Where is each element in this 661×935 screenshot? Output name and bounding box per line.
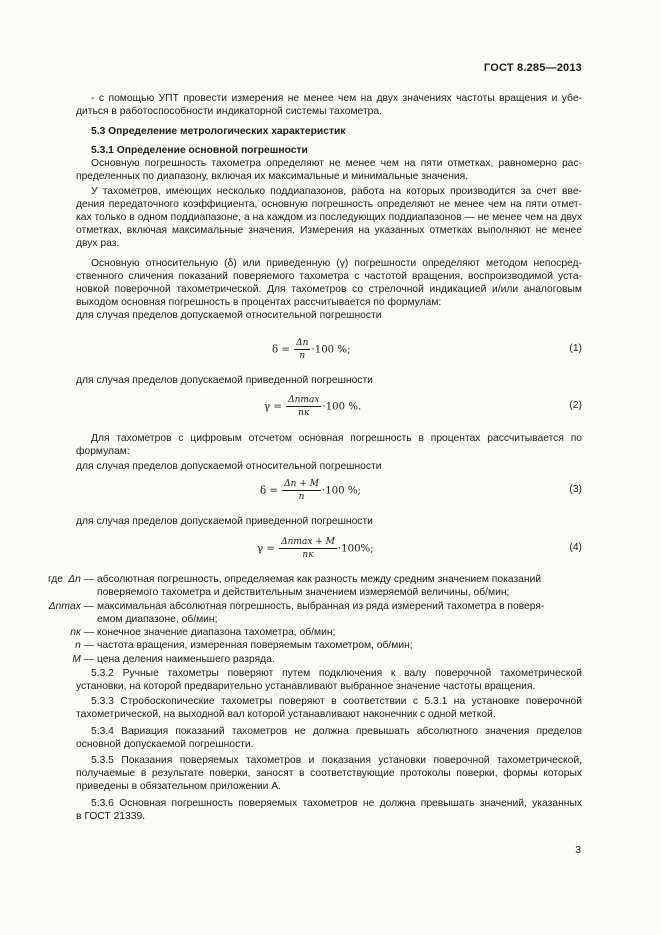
paragraph-line: 5.3.2 Ручные тахометры поверяют путем подключения к валу поверочной тахометрической bbox=[91, 668, 582, 679]
paragraph-line: тахометрической, на выходной вал которой устанавливают наконечник с одной меткой. bbox=[76, 709, 496, 720]
formula-denominator: n bbox=[298, 492, 305, 502]
where-word: где bbox=[48, 574, 64, 585]
paragraph-line: 5.3.4 Вариация показаний тахометров не должна превышать абсолютного значения пределов bbox=[91, 726, 582, 737]
formula-3 bbox=[260, 479, 361, 502]
definition-text: абсолютная погрешность, определяемая как разность между средним значением показаний bbox=[97, 574, 542, 585]
formula-1 bbox=[272, 338, 351, 361]
paragraph-line: ственного сличения показаний поверяемого тахометра с частотой вращения, воспроизводимой уста- bbox=[76, 271, 582, 282]
formula-numerator: Δnmax bbox=[288, 395, 320, 405]
paragraph-line: новкой поверочной тахометрической. Для тахометров со стрелочной индикацией и/или аналоговым bbox=[76, 284, 582, 295]
formula-number: (1) bbox=[569, 343, 582, 354]
definition-text: цена деления наименьшего разряда. bbox=[97, 654, 275, 665]
paragraph-line: двух раз. bbox=[76, 238, 120, 249]
formula-number: (2) bbox=[569, 400, 582, 411]
paragraph-line: У тахометров, имеющих несколько поддиапазонов, работа на которых производится за счет вве- bbox=[91, 186, 582, 197]
definition-text: емом диапазоне, об/мин; bbox=[97, 614, 218, 625]
paragraph-line: 5.3.3 Стробоскопические тахометры поверяют в соответствии с 5.3.1 на установке поверочной bbox=[91, 696, 582, 707]
paragraph-line: приведены в обязательном приложении А. bbox=[76, 781, 282, 792]
definition-symbol: Δn — bbox=[68, 574, 94, 585]
page-number: 3 bbox=[575, 845, 581, 856]
case-relative-label: для случая пределов допускаемой относительной погрешности bbox=[76, 461, 382, 472]
formula-rhs: ·100%; bbox=[337, 543, 374, 555]
paragraph-line: 5.3.6 Основная погрешность поверяемых тахометров не должна превышать значений, указанных bbox=[91, 798, 582, 809]
definition-symbol: Δnmax — bbox=[48, 601, 94, 612]
paragraph-line: получаемые в результате поверки, заносят в соответствующие протоколы поверки, формы которых bbox=[76, 768, 582, 779]
intro-line-2: диться в работоспособности индикаторной системы тахометра. bbox=[76, 106, 382, 117]
document-header: ГОСТ 8.285—2013 bbox=[483, 62, 582, 74]
formula-denominator: n bbox=[299, 351, 306, 361]
formula-4 bbox=[257, 537, 374, 560]
paragraph-line: пределенных по диапазону, включая их максимальные и минимальные значения. bbox=[76, 171, 469, 182]
formula-lhs: δ = bbox=[260, 485, 278, 497]
intro-line-1: - с помощью УПТ провести измерения не менее чем на двух значениях частоты вращения и убе- bbox=[91, 93, 582, 104]
formula-number: (4) bbox=[569, 542, 582, 553]
formula-numerator: Δn bbox=[296, 338, 309, 348]
definition-text: поверяемого тахометра и действительным значением измеряемой величины, об/мин; bbox=[97, 587, 510, 598]
formula-numerator: Δnmax + M bbox=[281, 537, 335, 547]
formula-number: (3) bbox=[569, 484, 582, 495]
paragraph-line: формулам: bbox=[76, 446, 130, 457]
case-reduced-label: для случая пределов допускаемой приведенной погрешности bbox=[76, 516, 373, 527]
paragraph-line: выходом основная погрешность в процентах рассчитывается по формулам: bbox=[76, 297, 442, 308]
formula-rhs: ·100 %; bbox=[321, 485, 361, 497]
definition-symbol: M — bbox=[72, 654, 94, 665]
definition-text: частота вращения, измеренная поверяемым тахометром, об/мин; bbox=[97, 640, 413, 651]
case-relative-label: для случая пределов допускаемой относительной погрешности bbox=[76, 310, 382, 321]
paragraph-line: отметках, включая максимальные значения. Измерения на указанных отметках выполняют не менее bbox=[76, 225, 582, 236]
paragraph-line: Для тахометров с цифровым отсчетом основная погрешность в процентах рассчитывается по bbox=[91, 433, 582, 444]
definition-text: максимальная абсолютная погрешность, выбранная из ряда измерений тахометра в поверя- bbox=[97, 601, 545, 612]
definition-symbol: nк — bbox=[70, 627, 94, 638]
formula-rhs: ·100 %. bbox=[322, 401, 362, 413]
formula-numerator: Δn + M bbox=[284, 479, 319, 489]
paragraph-line: ках только в одном поддиапазоне, а на каждом из последующих поддиапазонов — не менее чем на двух bbox=[76, 212, 582, 223]
definition-text: конечное значение диапазона тахометра, об/мин; bbox=[97, 627, 336, 638]
formula-lhs: δ = bbox=[272, 344, 290, 356]
definition-symbol: n — bbox=[75, 640, 94, 651]
formula-denominator: nк bbox=[298, 408, 310, 418]
formula-lhs: γ = bbox=[257, 543, 275, 555]
paragraph-line: Основную относительную (δ) или приведенную (γ) погрешности определяют методом непосред- bbox=[91, 258, 582, 269]
paragraph-line: в ГОСТ 21339. bbox=[76, 811, 146, 822]
paragraph-line: установки, на которой предварительно устанавливают выбранное значение частоты вращения. bbox=[76, 681, 536, 692]
paragraph-line: Основную погрешность тахометра определяют не менее чем на пяти отметках, равномерно рас- bbox=[91, 158, 582, 169]
case-reduced-label: для случая пределов допускаемой приведенной погрешности bbox=[76, 375, 373, 386]
section-title-5-3: 5.3 Определение метрологических характеристик bbox=[91, 126, 346, 137]
formula-lhs: γ = bbox=[264, 401, 282, 413]
formula-denominator: nк bbox=[302, 550, 314, 560]
formula-rhs: ·100 %; bbox=[311, 344, 351, 356]
formula-2 bbox=[264, 395, 361, 418]
section-title-5-3-1: 5.3.1 Определение основной погрешности bbox=[91, 145, 308, 156]
paragraph-line: 5.3.5 Показания поверяемых тахометров и показания установки поверочной тахометрической, bbox=[91, 755, 582, 766]
paragraph-line: дения передаточного коэффициента, основную погрешность определяют не менее чем на пяти отмет- bbox=[76, 199, 582, 210]
paragraph-line: основной допускаемой погрешности. bbox=[76, 739, 254, 750]
